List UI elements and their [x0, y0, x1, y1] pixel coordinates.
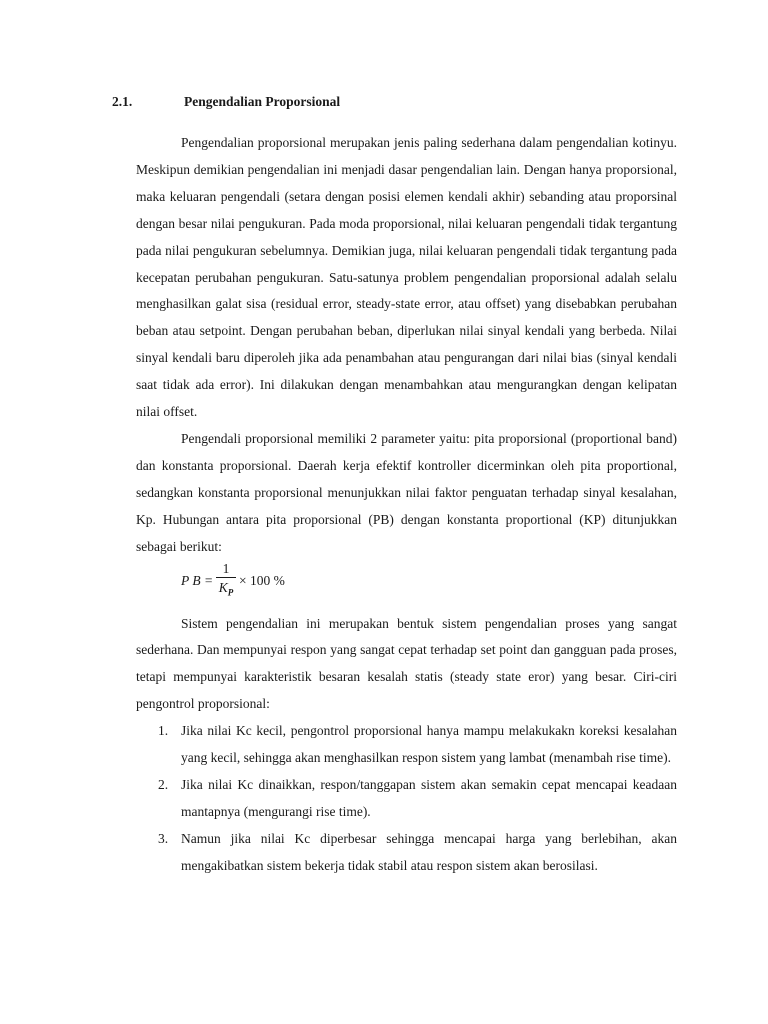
paragraph-1: Pengendalian proporsional merupakan jenis paling sederhana dalam pengendalian kotinyu. Meskipun demikian pengendalian ini menjadi dasar pengendalian lain. Dengan hanya proporsional, maka keluaran pengendali (setara dengan posisi elemen kendali akhir) sebanding atau proporsinal dengan besar nilai pengukuran. Pada moda proporsional, nilai keluaran pengendali tidak tergantung pada nilai pengukuran sebelumnya. Demikian juga, nilai keluaran pengendali tidak tergantung pada kecepatan perubahan pengukuran. Satu-satunya problem pengendalian proporsional adalah selalu menghasilkan galat sisa (residual error, steady-state error, atau offset) yang disebabkan perubahan beban atau setpoint. Dengan perubahan beban, diperlukan nilai sinyal kendali yang berbeda. Nilai sinyal kendali baru diperoleh jika ada penambahan atau pengurangan dari nilai bias (sinyal kendali saat tidak ada error). Ini dilakukan dengan menambahkan atau mengurangkan dengan kelipatan nilai offset. [136, 135, 677, 420]
formula-denominator-base: K [218, 579, 228, 595]
section-number: 2.1. [112, 94, 133, 109]
characteristics-list [136, 718, 677, 879]
formula-numerator: 1 [222, 560, 230, 576]
list-item [136, 718, 677, 772]
pb-formula [181, 561, 677, 611]
formula-fraction [215, 561, 237, 603]
list-item [136, 826, 677, 880]
list-item-text: Jika nilai Kc kecil, pengontrol proporsional hanya mampu melakukakn koreksi kesalahan yang kecil, sehingga akan menghasilkan respon sistem yang lambat (menambah rise time). [181, 723, 677, 766]
formula-rhs: × 100 % [239, 572, 285, 588]
formula-denominator [215, 578, 237, 603]
formula-denominator-sub: P [227, 587, 234, 598]
list-item-text: Jika nilai Kc dinaikkan, respon/tanggapan sistem akan semakin cepat mencapai keadaan mantapnya (mengurangi rise time). [181, 776, 677, 819]
paragraph-2: Pengendali proporsional memiliki 2 parameter yaitu: pita proporsional (proportional band) dan konstanta proporsional. Daerah kerja efektif kontroller dicerminkan oleh pita proportional, sedangkan konstanta proporsional menunjukkan nilai faktor penguatan terhadap sinyal kesalahan, Kp. Hubungan antara pita proporsional (PB) dengan konstanta proportional (KP) ditunjukkan sebagai berikut: [136, 430, 677, 554]
list-marker: 2. [158, 776, 169, 792]
list-item [136, 772, 677, 826]
formula-lhs: P B = [181, 572, 214, 588]
section-title: Pengendalian Proporsional [184, 94, 341, 109]
list-item-text: Namun jika nilai Kc diperbesar sehingga mencapai harga yang berlebihan, akan mengakibatkan sistem bekerja tidak stabil atau respon sistem akan berosilasi. [181, 830, 677, 873]
list-marker: 3. [158, 830, 169, 846]
document-body [136, 130, 677, 880]
list-marker: 1. [158, 723, 169, 739]
paragraph-3: Sistem pengendalian ini merupakan bentuk sistem pengendalian proses yang sangat sederhana. Dan mempunyai respon yang sangat cepat terhadap set point dan gangguan pada proses, tetapi mempunyai karakteristik besaran kesalah statis (steady state eror) yang besar. Ciri-ciri pengontrol proporsional: [136, 615, 677, 712]
